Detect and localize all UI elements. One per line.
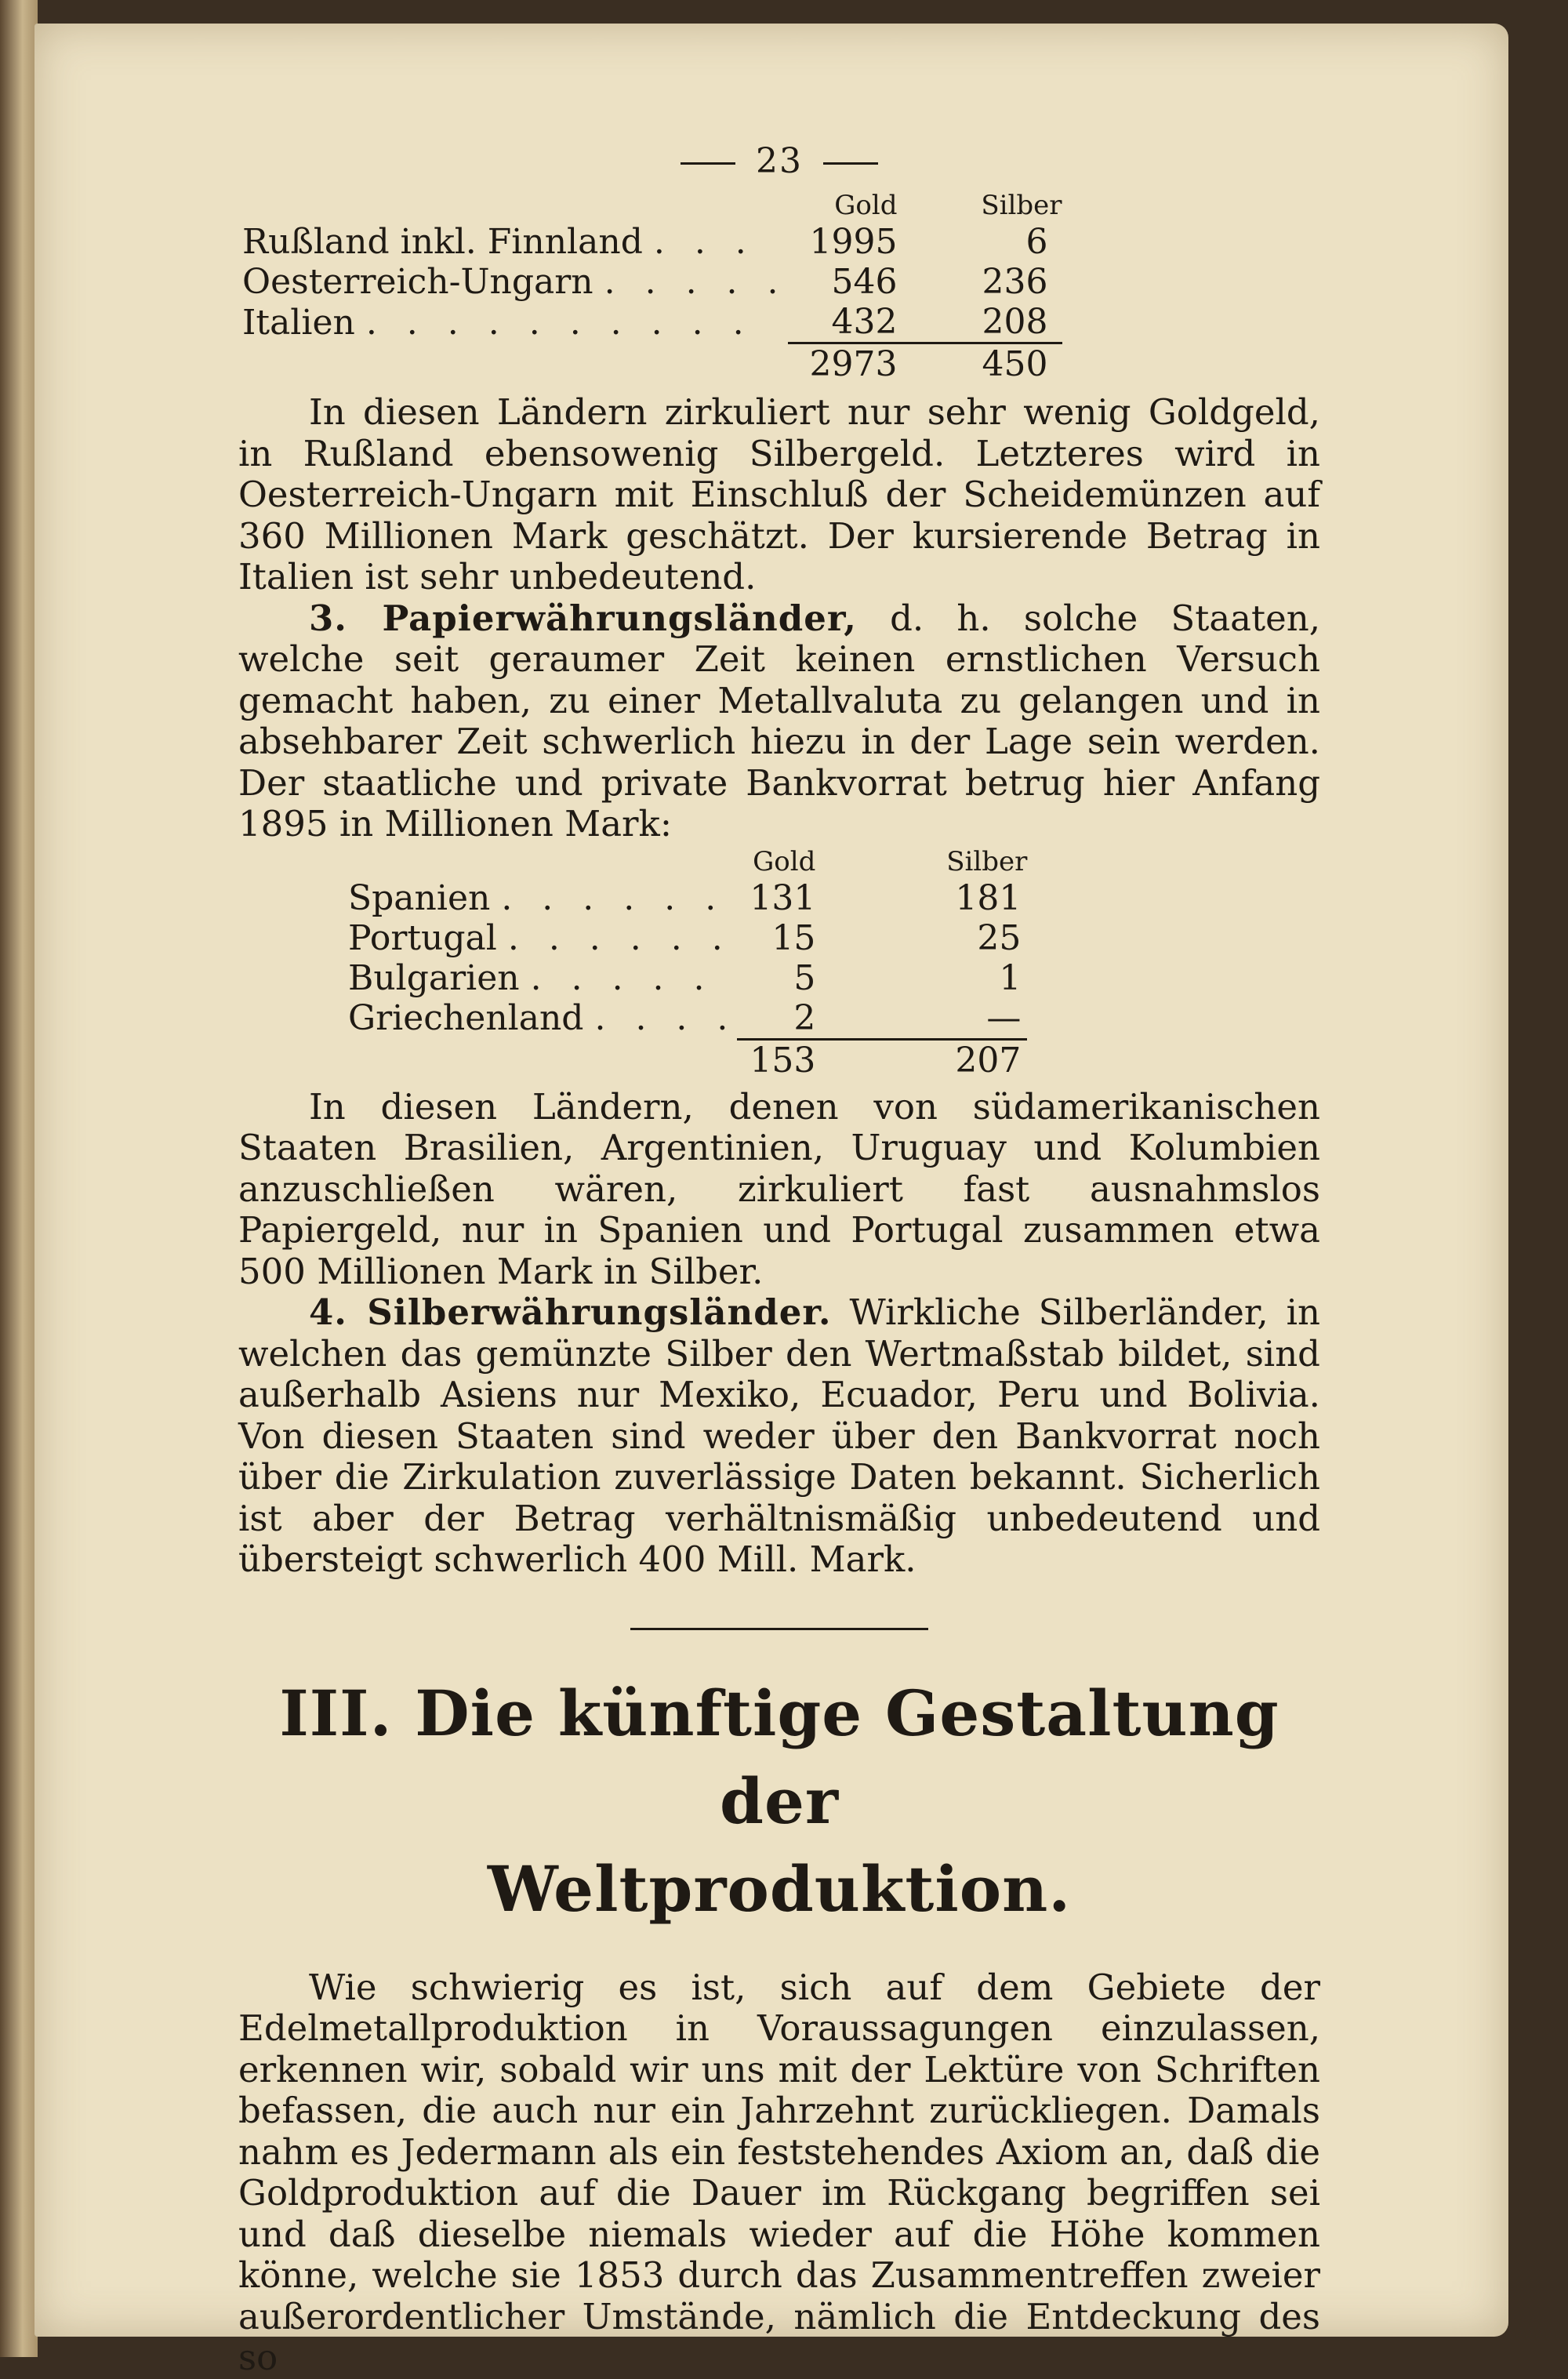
table-header-row: [348, 845, 1027, 878]
table-row: [348, 918, 1027, 958]
table-row: [348, 878, 1027, 918]
total-silver: 207: [955, 1040, 1022, 1081]
col-silver-header: Silber: [981, 190, 1062, 221]
section-heading: 3. Papierwährungsländer,: [309, 597, 857, 639]
col-silver-header: Silber: [946, 845, 1028, 877]
table-gold-silver-2: [348, 845, 1027, 1081]
leader-dots: . . . . . .: [507, 917, 732, 958]
section-text: d. h. solche Staaten, welche seit geraumer Zeit keinen ernstlichen Versuch gemacht haben, zu einer Metallvaluta zu gelangen und in absehbarer Zeit schwerlich hiezu in der Lage sein werden. Der staatliche und private Bankvorrat betrug hier Anfang 1895 in Millionen Mark:: [238, 597, 1321, 844]
chapter-title-line-2: Weltproduktion.: [487, 1851, 1072, 1926]
leader-dots: . . .: [653, 222, 756, 262]
table-header-row: [242, 189, 1062, 222]
table-row: [242, 302, 1062, 343]
page-content: [238, 141, 1320, 2379]
chapter-title: [238, 1669, 1320, 1933]
silver-value: 6: [1025, 222, 1048, 262]
leader-dots: . . . . .: [604, 262, 788, 302]
leader-dots: . . . . .: [530, 957, 714, 998]
table-total-row: [242, 343, 1062, 385]
section-heading: 4. Silberwährungsländer.: [309, 1291, 832, 1333]
country-name: Portugal: [348, 917, 497, 958]
gold-value: 432: [788, 302, 898, 343]
section-text: Wirkliche Silberländer, in welchen das gemünzte Silber den Wertmaßstab bildet, sind außerhalb Asiens nur Mexiko, Ecuador, Peru und Bolivia. Von diesen Staaten sind weder über den Bankvorrat noch über die Zirkulation zuverlässige Daten bekannt. Sicherlich ist aber der Betrag verhältnismäßig unbedeutend und übersteigt schwerlich 400 Mill. Mark.: [238, 1291, 1321, 1580]
book-page: [34, 24, 1508, 2378]
leader-dots: . . . . . .: [501, 877, 726, 918]
country-name: Rußland inkl. Finnland: [242, 222, 643, 262]
total-gold: 153: [750, 1040, 816, 1081]
page-number-dash-right: [823, 162, 878, 165]
section-4-paragraph: [238, 1292, 1320, 1581]
paragraph: Wie schwierig es ist, sich auf dem Gebiete der Edelmetallproduktion in Voraussagungen einzulassen, erkennen wir, sobald wir uns mit der Lektüre von Schriften befassen, die auch nur ein Jahrzehnt zurückliegen. Damals nahm es Jedermann als ein feststehendes Axiom an, daß die Goldproduktion auf die Dauer im Rückgang begriffen sei und daß dieselbe niemals wieder auf die Höhe kommen könne, welche sie 1853 durch das Zusammentreffen zweier außerordentlicher Umstände, nämlich die Entdeckung des so: [238, 1966, 1320, 2378]
country-name: Griechenland: [348, 998, 584, 1039]
silver-value: —: [815, 998, 1027, 1040]
page-number-value: 23: [756, 141, 803, 181]
table-row: [348, 958, 1027, 998]
table-total-row: [348, 1039, 1027, 1081]
silver-value: 236: [982, 262, 1048, 302]
country-name: Spanien: [348, 877, 491, 918]
silver-value: 208: [898, 302, 1062, 343]
silver-value: 1: [999, 957, 1022, 998]
page-number-dash-left: [681, 162, 735, 165]
gold-value: 1995: [809, 222, 898, 262]
section-divider: [630, 1628, 928, 1630]
country-name: Italien: [242, 302, 355, 343]
gold-value: 15: [771, 917, 816, 958]
table-row: [348, 998, 1027, 1040]
paragraph: In diesen Ländern zirkuliert nur sehr wenig Goldgeld, in Rußland ebensowenig Silbergeld. Letzteres wird in Oesterreich-Ungarn mit Einschluß der Scheidemünzen auf 360 Millionen Mark geschätzt. Der kursierende Betrag in Italien ist sehr unbedeutend.: [238, 391, 1320, 597]
leader-dots: . . . . . . . . . .: [365, 302, 753, 343]
country-name: Bulgarien: [348, 957, 520, 998]
table-row: [242, 222, 1062, 262]
section-3-paragraph: [238, 598, 1320, 845]
table-gold-silver-1: [242, 189, 1062, 384]
page-number: [238, 141, 1320, 181]
country-name: Oesterreich-Ungarn: [242, 262, 593, 302]
silver-value: 25: [977, 917, 1022, 958]
leader-dots: . . . .: [594, 998, 738, 1039]
book-gutter: [0, 0, 38, 2357]
chapter-title-line-1: III. Die künftige Gestaltung der: [279, 1676, 1279, 1838]
col-gold-header: Gold: [753, 845, 816, 877]
total-gold: 2973: [809, 344, 898, 384]
gold-value: 5: [793, 957, 816, 998]
col-gold-header: Gold: [834, 190, 898, 221]
silver-value: 181: [955, 877, 1022, 918]
gold-value: 2: [737, 998, 815, 1040]
gold-value: 546: [831, 262, 898, 302]
gold-value: 131: [750, 877, 816, 918]
total-silver: 450: [982, 344, 1048, 384]
table-row: [242, 262, 1062, 302]
paragraph: In diesen Ländern, denen von südamerikanischen Staaten Brasilien, Argentinien, Uruguay und Kolumbien anzuschließen wären, zirkuliert fast ausnahmslos Papiergeld, nur in Spanien und Portugal zusammen etwa 500 Millionen Mark in Silber.: [238, 1085, 1320, 1292]
